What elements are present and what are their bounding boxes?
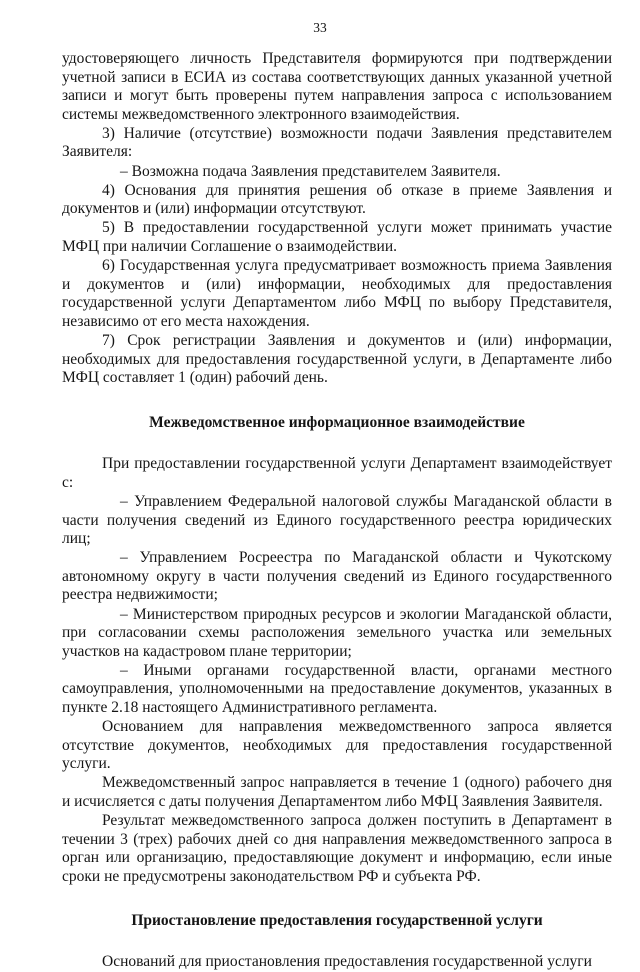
paragraph-interaction-intro: При предоставлении государственной услуги Департамент взаимодействует с: [62, 455, 612, 491]
paragraph-item-4: 4) Основания для принятия решения об отказе в приеме Заявления и документов и (или) информации отсутствуют. [62, 181, 612, 218]
paragraph-request-result: Результат межведомственного запроса должен поступить в Департамент в течении 3 (трех) рабочих дней со дня направления межведомственного запроса в орган или организацию, предоставляющие документ и информацию, если иные сроки не предусмотрены законодательством РФ и субъекта РФ. [62, 812, 612, 885]
paragraph-suspension-grounds: Оснований для приостановления предоставления государственной услуги [102, 953, 592, 971]
paragraph-item-7: 7) Срок регистрации Заявления и документов и (или) информации, необходимых для предоставления государственной услуги, в Департаменте либо МФЦ составляет 1 (один) рабочий день. [62, 331, 612, 387]
paragraph-item-5: 5) В предоставлении государственной услуги может принимать участие МФЦ при наличии Соглашение о взаимодействии. [62, 219, 612, 255]
paragraph-request-basis: Основанием для направления межведомственного запроса является отсутствие документов, необходимых для предоставления государственной услуги. [62, 718, 612, 773]
section-heading-suspension: Приостановление предоставления государственной услуги [131, 912, 543, 930]
paragraph-item-6: 6) Государственная услуга предусматривает возможность приема Заявления и документов и (или) информации, необходимых для предоставления государственной услуги Департаментом либо МФЦ по выбору Представителя, независимо от его места нахождения. [62, 257, 612, 330]
paragraph-item-3-dash: – Возможна подача Заявления представителем Заявителя. [120, 162, 501, 180]
section-heading-interagency: Межведомственное информационное взаимодействие [149, 413, 525, 431]
paragraph-request-timing: Межведомственный запрос направляется в течение 1 (одного) рабочего дня и исчисляется с даты получения Департаментом либо МФЦ Заявления Заявителя. [62, 774, 612, 810]
list-item-ministry: – Министерством природных ресурсов и экологии Магаданской области, при согласовании схемы расположения земельного участка или земельных участков на кадастровом плане территории; [62, 605, 612, 660]
list-item-rosreestr: – Управлением Росреестра по Магаданской области и Чукотскому автономному округу в части получения сведений из Единого государственного реестра недвижимости; [62, 549, 612, 604]
paragraph-representative-identity: удостоверяющего личность Представителя формируются при подтверждении учетной записи в ЕСИА из состава соответствующих данных указанной учетной записи и могут быть проверены путем направления запроса с использованием системы межведомственного электронного взаимодействия. [62, 50, 612, 123]
list-item-other-bodies: – Иными органами государственной власти, органами местного самоуправления, уполномоченными на предоставление документов, указанных в пункте 2.18 настоящего Административного регламента. [62, 661, 612, 716]
page-content [62, 50, 612, 972]
list-item-tax-service: – Управлением Федеральной налоговой службы Магаданской области в части получения сведений из Единого государственного реестра юридических лиц; [62, 492, 612, 548]
page-number: 33 [313, 20, 327, 35]
paragraph-item-3: 3) Наличие (отсутствие) возможности подачи Заявления представителем Заявителя: [62, 124, 612, 161]
